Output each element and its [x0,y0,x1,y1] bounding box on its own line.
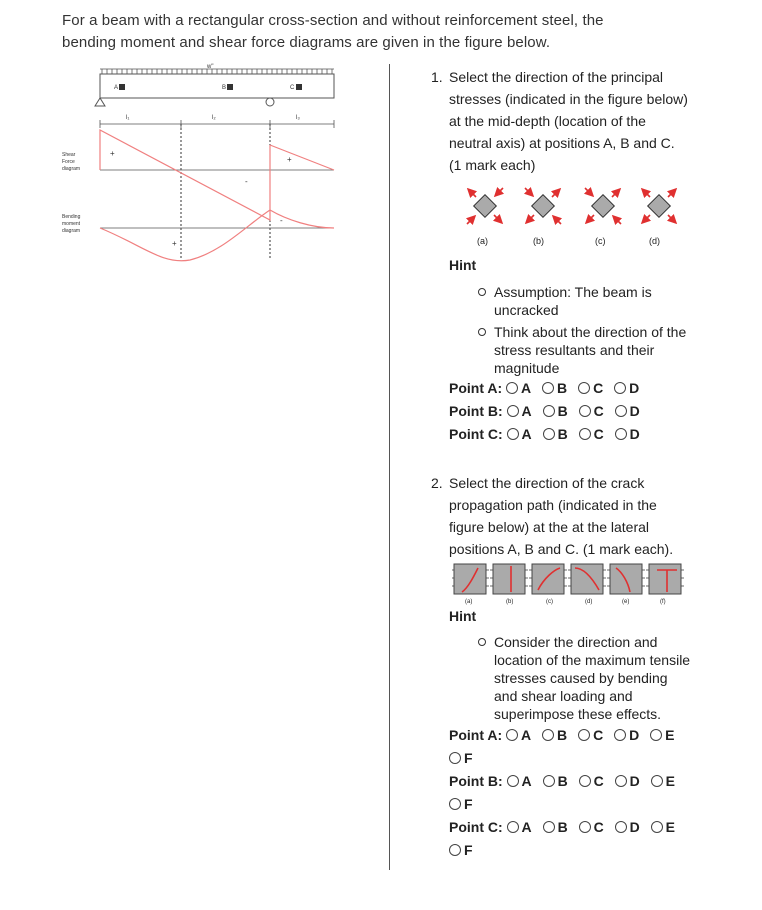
q1-line-4: neutral axis) at positions A, B and C. [449,135,675,151]
sfd-label-2: Force [62,159,75,165]
column-divider [389,64,390,870]
q1-a-option-b[interactable]: B [542,380,567,396]
q1-hint-2: Think about the direction of the stress resultants and their magnitude [478,323,718,377]
svg-text:C: C [290,85,295,91]
point-a-marker [114,84,125,91]
q1-c-option-b[interactable]: B [543,426,568,442]
crack-element-d [568,564,606,594]
q1-fig-label-d: (d) [649,236,660,246]
q1-fig-label-c: (c) [595,236,606,246]
q2-c-option-e[interactable]: E [651,819,675,835]
q1-c-option-a[interactable]: A [507,426,532,442]
q1-b-option-d[interactable]: D [615,403,640,419]
sfd-label-1: Shear [62,152,76,158]
svg-text:B: B [222,85,227,91]
stress-element-a [467,188,503,224]
q1-a-option-a[interactable]: A [506,380,531,396]
q1-line-2: stresses (indicated in the figure below) [449,91,688,107]
q1-point-c-row: Point C: A B C D [449,426,640,442]
q2-a-option-c[interactable]: C [578,727,603,743]
q2-line-4: positions A, B and C. (1 mark each). [449,541,674,557]
q1-hint-title: Hint [449,257,477,273]
q2-point-a-row-wrap [449,750,480,766]
q2-line-1: Select the direction of the crack [449,475,645,491]
q1-b-option-b[interactable]: B [543,403,568,419]
q2-hint-title: Hint [449,608,477,624]
point-b-marker [222,84,233,91]
crack-element-f [646,564,684,594]
q1-a-option-c[interactable]: C [578,380,603,396]
q2-a-option-d[interactable]: D [614,727,639,743]
stress-element-b [525,188,561,224]
q1-fig-label-a: (a) [477,236,488,246]
crack-element-c [529,564,567,594]
bmd-label-1: Bending [62,214,81,220]
sfd-label-3: diagram [62,166,81,172]
q2-c-option-f[interactable]: F [449,842,473,858]
q2-number: 2. [431,475,443,491]
q2-point-b-row: Point B: A B C D E [449,773,675,789]
q2-c-option-d[interactable]: D [615,819,640,835]
bmd-label-2: moment [62,221,81,227]
q2-point-b-row-wrap [449,796,480,812]
q2-fig-label-e: (e) [622,599,630,605]
q2-c-option-c[interactable]: C [579,819,604,835]
q2-b-option-e[interactable]: E [651,773,675,789]
dim-l2: l₂ [212,115,216,121]
bmd-plus: + [172,239,177,248]
q2-fig-label-f: (f) [660,599,666,605]
q2-a-option-a[interactable]: A [506,727,531,743]
q2-b-option-c[interactable]: C [579,773,604,789]
q1-number: 1. [431,69,443,85]
q2-hints [478,633,728,727]
dim-l1: l₁ [126,115,130,121]
crack-path-figure [452,560,688,606]
q2-a-option-e[interactable]: E [650,727,674,743]
dim-l3: l₃ [296,115,300,121]
q1-line-1: Select the direction of the principal [449,69,664,85]
q1-hints [478,283,718,381]
crack-element-e [607,564,645,594]
crack-element-b [490,564,528,594]
q1-line-5: (1 mark each) [449,157,536,173]
q2-point-c-row: Point C: A B C D E [449,819,675,835]
q2-point-c-row-wrap [449,842,480,858]
q1-line-3: at the mid-depth (location of the [449,113,646,129]
bmd-curve [100,210,334,261]
stress-element-d [642,189,676,223]
dimension-line [100,120,334,128]
bmd-label-3: diagram [62,228,81,234]
q1-hint-1: Assumption: The beam is uncracked [478,283,718,319]
load-label: w" [207,64,214,70]
sfd-curve [100,130,334,220]
q2-b-option-a[interactable]: A [507,773,532,789]
q2-fig-label-b: (b) [506,599,514,605]
roller-support [266,98,274,106]
q2-point-a-row: Point A: A B C D E [449,727,675,743]
sfd-minus: - [245,177,248,186]
q1-a-option-d[interactable]: D [614,380,639,396]
q2-fig-label-c: (c) [546,599,553,605]
stress-element-c [585,188,621,224]
beam-diagram-figure [62,60,352,270]
q1-c-option-d[interactable]: D [615,426,640,442]
q2-fig-label-a: (a) [465,599,473,605]
q1-b-option-c[interactable]: C [579,403,604,419]
problem-intro [62,10,722,54]
q2-a-option-b[interactable]: B [542,727,567,743]
q1-fig-label-b: (b) [533,236,544,246]
svg-text:A: A [114,85,119,91]
q2-b-option-d[interactable]: D [615,773,640,789]
q2-c-option-a[interactable]: A [507,819,532,835]
q1-c-option-c[interactable]: C [579,426,604,442]
pin-support [95,98,105,106]
point-c-marker [290,84,302,91]
q1-b-option-a[interactable]: A [507,403,532,419]
bmd-minus: - [280,216,283,225]
q2-b-option-f[interactable]: F [449,796,473,812]
q2-b-option-b[interactable]: B [543,773,568,789]
q2-line-2: propagation path (indicated in the [449,497,657,513]
sfd-plus-right: + [287,155,292,164]
crack-element-a [452,564,489,594]
q2-fig-label-d: (d) [585,599,593,605]
principal-stress-figure [455,186,695,248]
q2-a-option-f[interactable]: F [449,750,473,766]
intro-line-2: bending moment and shear force diagrams are given in the figure below. [62,34,551,51]
intro-line-1: For a beam with a rectangular cross-section and without reinforcement steel, the [62,12,604,29]
q2-hint-1: Consider the direction and location of the maximum tensile stresses caused by bending and shear loading and superimpose these effects. [478,633,728,723]
distributed-load [100,69,334,74]
q1-point-a-row: Point A: A B C D [449,380,640,396]
q1-point-b-row: Point B: A B C D [449,403,640,419]
sfd-plus-left: + [110,149,115,158]
q2-line-3: figure below) at the at the lateral [449,519,650,535]
q2-c-option-b[interactable]: B [543,819,568,835]
